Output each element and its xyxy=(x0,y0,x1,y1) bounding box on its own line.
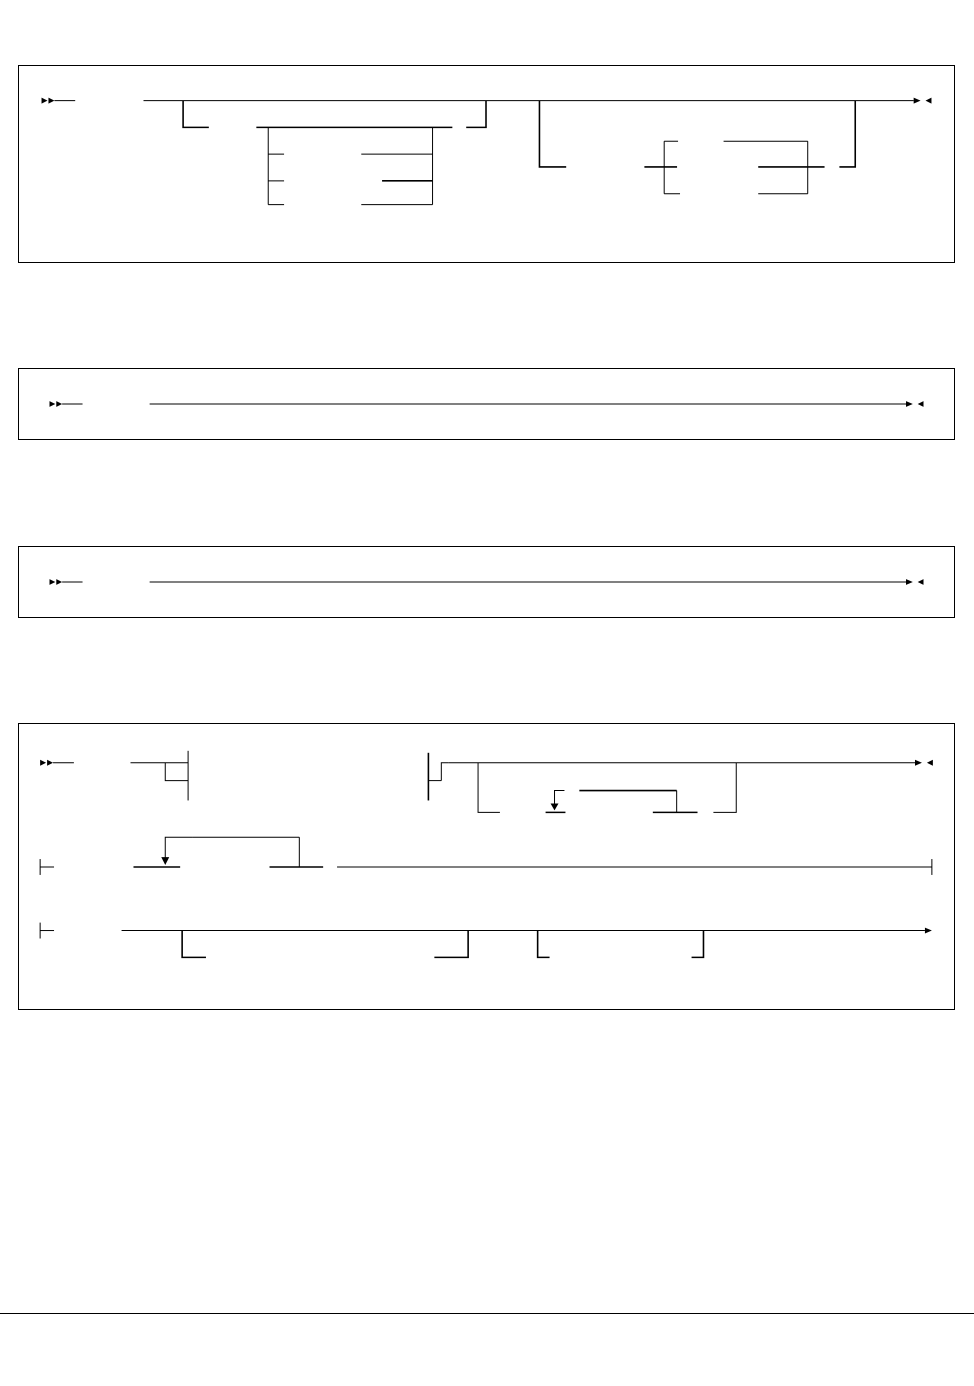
end-marker xyxy=(918,401,924,407)
start-marker xyxy=(42,98,76,104)
syntax-diagram-4-lines xyxy=(19,724,954,1009)
main-line-arrow xyxy=(906,401,913,407)
start-marker xyxy=(49,579,82,585)
syntax-diagram-4 xyxy=(18,723,955,1010)
start-marker xyxy=(49,401,82,407)
end-marker xyxy=(926,98,932,104)
optional-group-1 xyxy=(183,101,486,205)
end-marker xyxy=(918,579,924,585)
footer-rule xyxy=(0,1313,974,1314)
syntax-diagram-1-lines xyxy=(19,66,954,262)
syntax-diagram-3-lines xyxy=(19,547,954,617)
row-3 xyxy=(40,923,932,958)
main-line-arrow xyxy=(906,579,913,585)
main-line-arrow xyxy=(914,98,921,104)
optional-group-2 xyxy=(539,101,855,194)
row-2 xyxy=(40,837,932,875)
row-1 xyxy=(40,751,933,813)
syntax-diagram-2-lines xyxy=(19,369,954,439)
syntax-diagram-3 xyxy=(18,546,955,618)
syntax-diagram-2 xyxy=(18,368,955,440)
syntax-diagram-1 xyxy=(18,65,955,263)
